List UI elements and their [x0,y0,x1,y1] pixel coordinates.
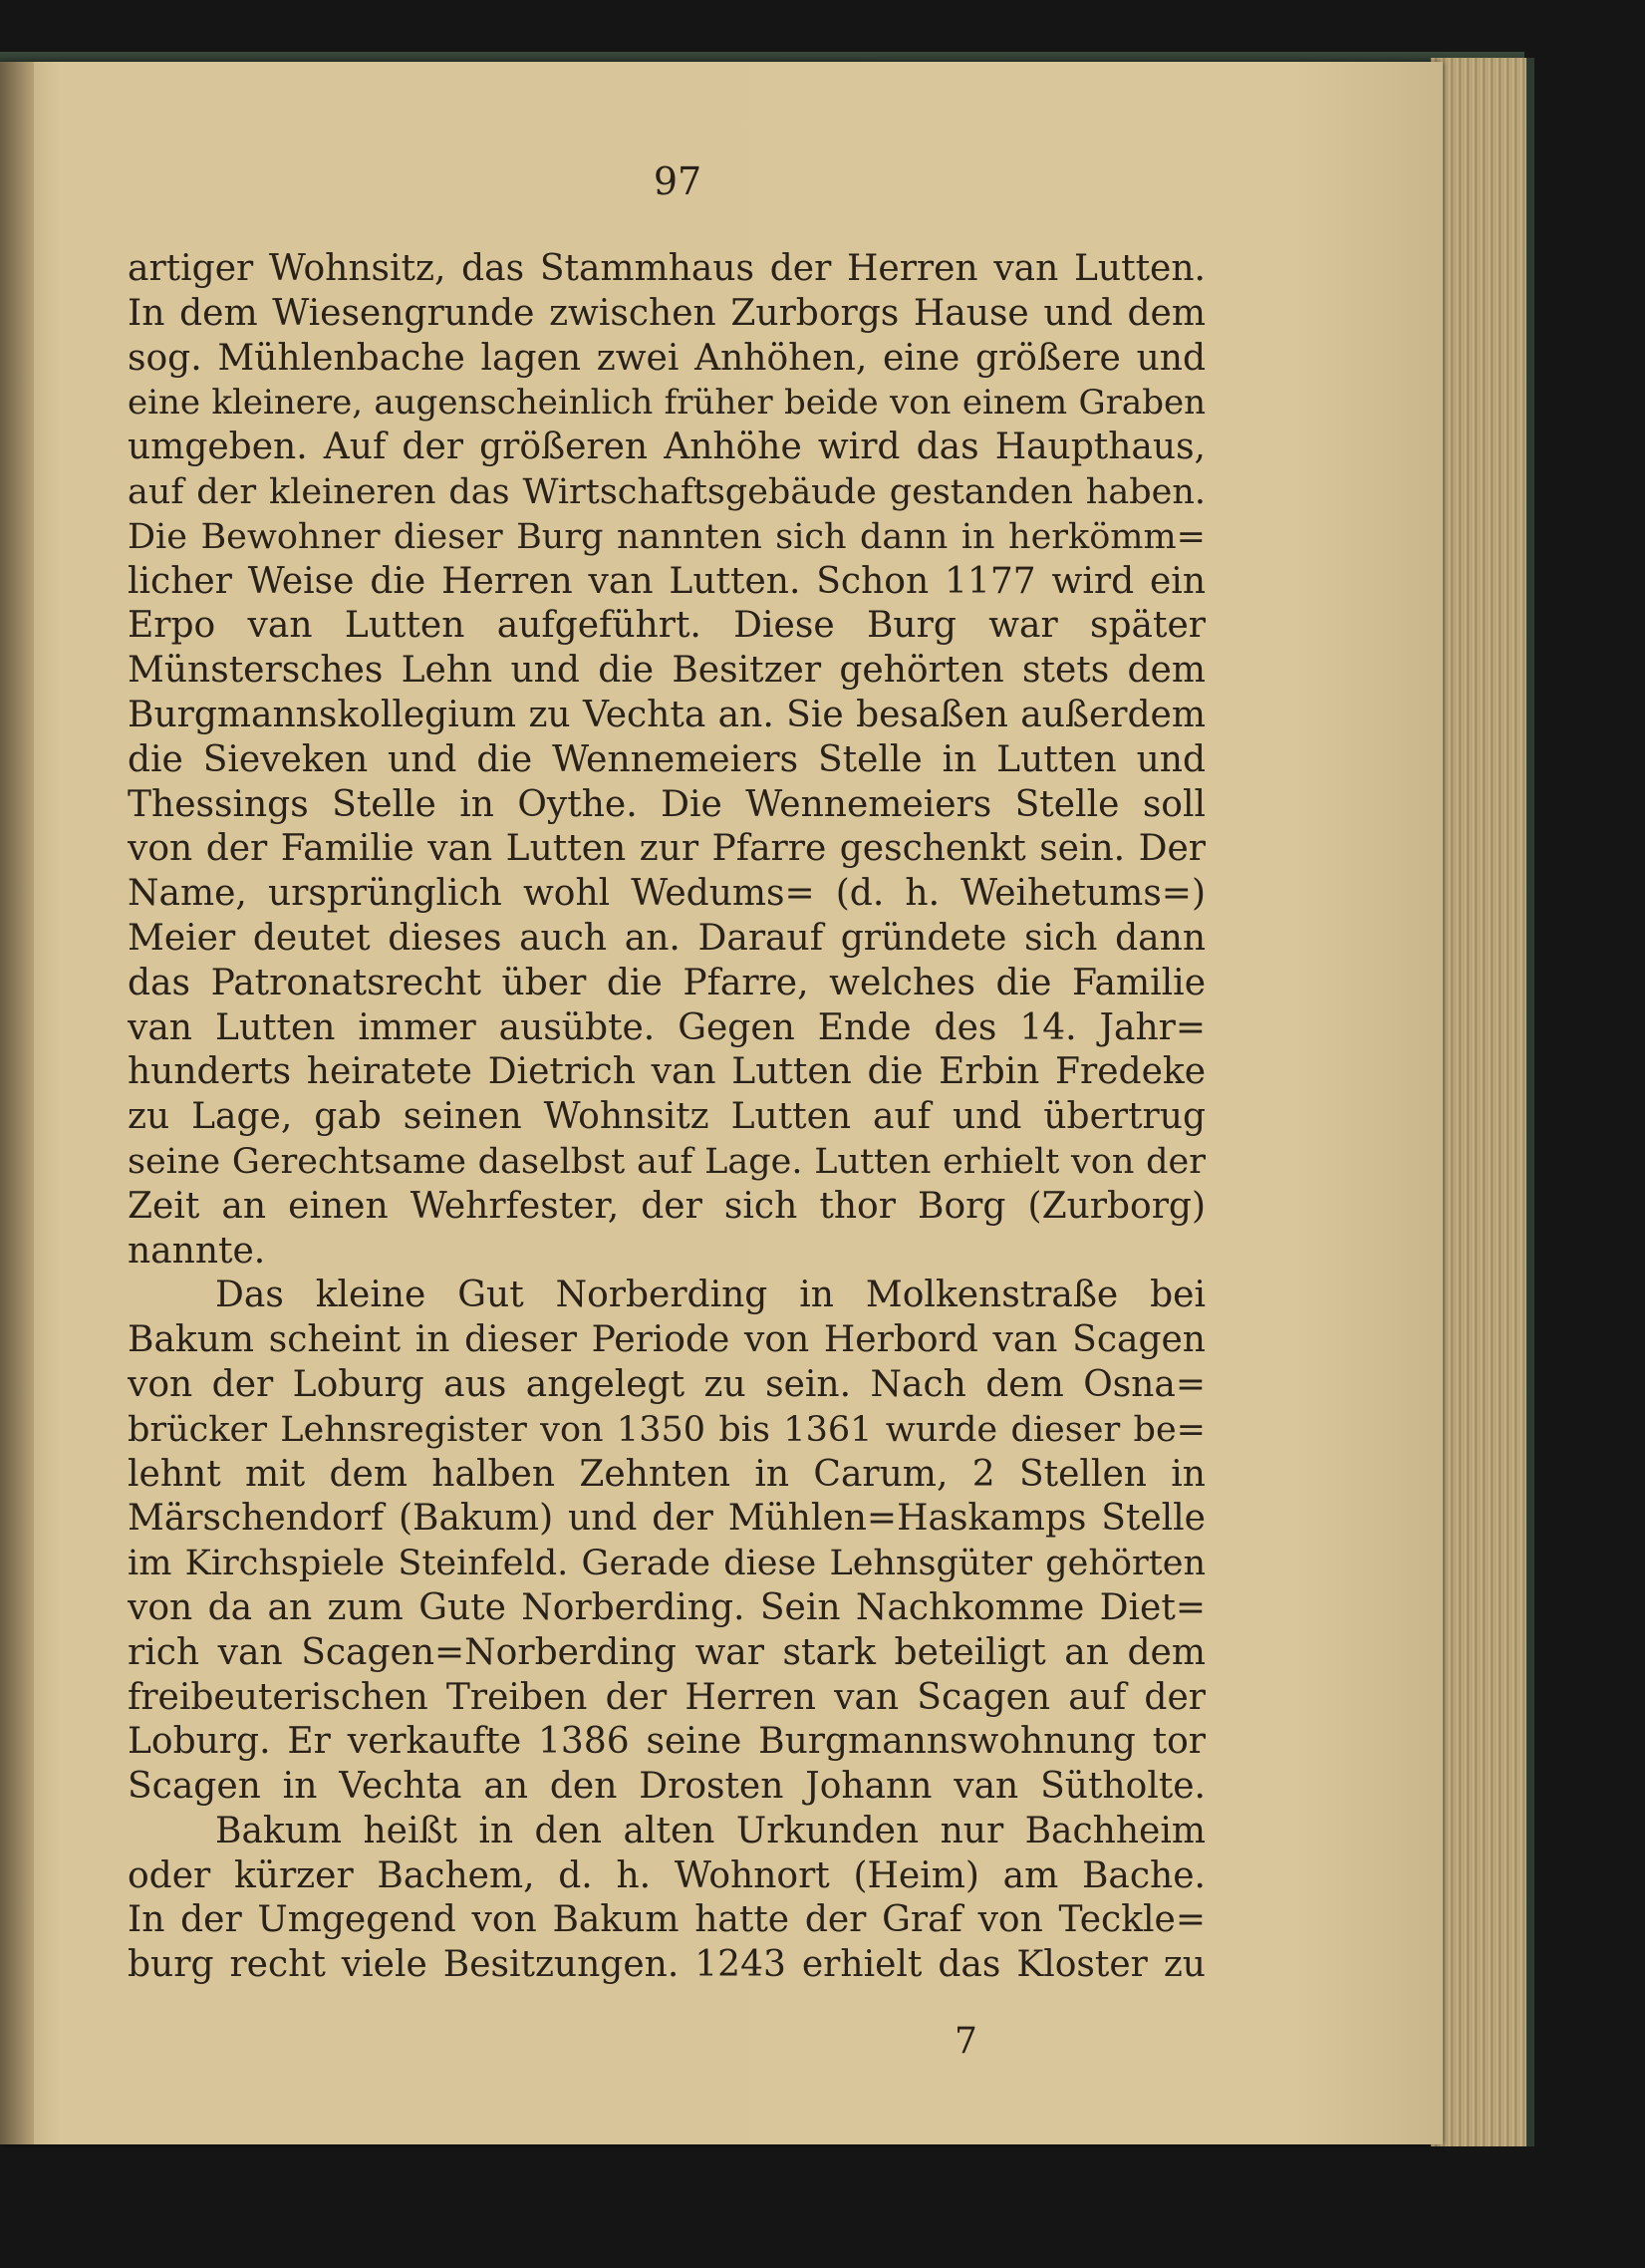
body-text [128,247,1206,1988]
text-line: licher Weise die Herren van Lutten. Schon 1177 wird ein [128,560,1206,602]
text-line: eine kleinere, augenscheinlich früher beide von einem Graben [128,383,1206,424]
page-gutter [0,62,34,2144]
page-number: 97 [653,159,702,203]
text-line: In der Umgegend von Bakum hatte der Graf von Teckle= [128,1899,1206,1941]
text-line: burg recht viele Besitzungen. 1243 erhielt das Kloster zu [128,1944,1206,1986]
page-block-edge [1431,58,1534,2146]
text-line: im Kirchspiele Steinfeld. Gerade diese Lehnsgüter gehörten [128,1544,1206,1584]
text-line: artiger Wohnsitz, das Stammhaus der Herren van Lutten. [128,248,1206,289]
text-line: Thessings Stelle in Oythe. Die Wennemeiers Stelle soll [128,783,1206,825]
text-line: sog. Mühlenbache lagen zwei Anhöhen, eine größere und [128,337,1206,379]
text-line: van Lutten immer ausübte. Gegen Ende des 14. Jahr= [128,1006,1206,1048]
signature-mark: 7 [955,2021,977,2062]
text-line: Burgmannskollegium zu Vechta an. Sie besaßen außerdem [128,694,1206,735]
text-line: von da an zum Gute Norberding. Sein Nachkomme Diet= [128,1586,1206,1628]
text-line: hunderts heiratete Dietrich van Lutten die Erbin Fredeke [128,1051,1206,1093]
text-line: Zeit an einen Wehrfester, der sich thor Borg (Zurborg) [128,1185,1206,1227]
text-line: das Patronatsrecht über die Pfarre, welches die Familie [128,962,1206,1003]
text-line: Münstersches Lehn und die Besitzer gehörten stets dem [128,650,1206,692]
text-line: Die Bewohner dieser Burg nannten sich dann in herkömm= [128,516,1206,557]
text-line: seine Gerechtsame daselbst auf Lage. Lutten erhielt von der [128,1141,1206,1182]
text-line: Bakum scheint in dieser Periode von Herbord van Scagen [128,1319,1206,1361]
text-line: Meier deutet dieses auch an. Darauf gründete sich dann [128,917,1206,959]
text-line: von der Loburg aus angelegt zu sein. Nach dem Osna= [128,1363,1206,1405]
text-line: freibeuterischen Treiben der Herren van Scagen auf der [128,1676,1206,1718]
text-line: auf der kleineren das Wirtschaftsgebäude gestanden haben. [128,471,1206,512]
text-line-paragraph-start: Bakum heißt in den alten Urkunden nur Bachheim [215,1810,1206,1851]
text-line: lehnt mit dem halben Zehnten in Carum, 2 Stellen in [128,1453,1206,1495]
text-line: Märschendorf (Bakum) und der Mühlen=Haskamps Stelle [128,1498,1206,1540]
text-line: umgeben. Auf der größeren Anhöhe wird das Haupthaus, [128,426,1206,468]
text-line: zu Lage, gab seinen Wohnsitz Lutten auf und übertrug [128,1096,1206,1138]
text-line: die Sieveken und die Wennemeiers Stelle in Lutten und [128,738,1206,780]
text-line: Loburg. Er verkaufte 1386 seine Burgmannswohnung tor [128,1721,1206,1763]
text-line: brücker Lehnsregister von 1350 bis 1361 wurde dieser be= [128,1409,1206,1450]
text-line: nannte. [128,1230,266,1272]
text-line: Name, ursprünglich wohl Wedums= (d. h. Weihetums=) [128,873,1206,915]
text-line: Scagen in Vechta an den Drosten Johann van Sütholte. [128,1766,1206,1808]
text-line: von der Familie van Lutten zur Pfarre geschenkt sein. Der [128,828,1206,870]
text-line-paragraph-start: Das kleine Gut Norberding in Molkenstraße bei [215,1275,1206,1316]
text-line: rich van Scagen=Norberding war stark beteiligt an dem [128,1631,1206,1673]
text-line: Erpo van Lutten aufgeführt. Diese Burg war später [128,605,1206,647]
text-line: oder kürzer Bachem, d. h. Wohnort (Heim) am Bache. [128,1854,1206,1896]
text-line: In dem Wiesengrunde zwischen Zurborgs Hause und dem [128,292,1206,334]
